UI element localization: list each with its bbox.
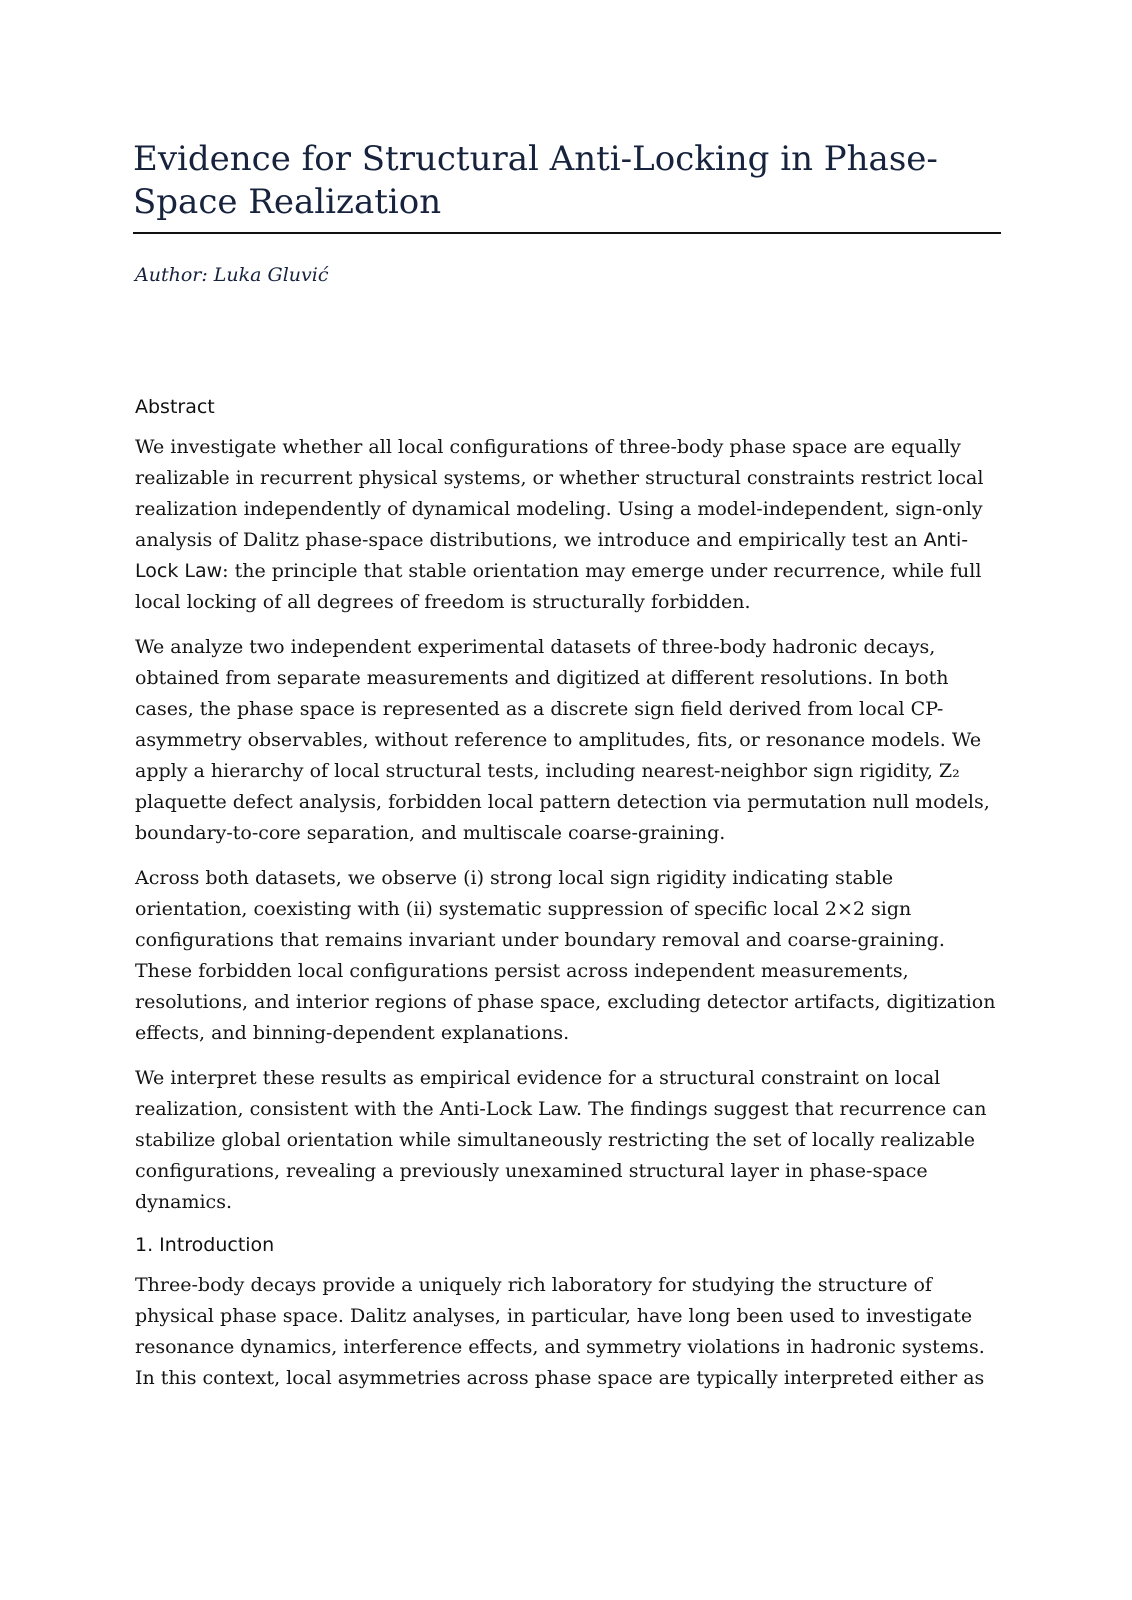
abstract-paragraph-1 bbox=[135, 432, 1003, 618]
abstract-heading: Abstract bbox=[135, 396, 215, 418]
paper-title: Evidence for Structural Anti-Locking in Phase-Space Realization bbox=[133, 130, 1001, 234]
introduction-heading: 1. Introduction bbox=[135, 1234, 275, 1256]
abstract-p1-text-cont: : the principle that stable orientation may emerge under recurrence, while full local locking of all degrees of freedom is structurally forbidden. bbox=[135, 560, 982, 613]
abstract-paragraph-2: We analyze two independent experimental datasets of three-body hadronic decays, obtained from separate measurements and digitized at different resolutions. In both cases, the phase space is represented as a discrete sign field derived from local CP-asymmetry observables, without reference to amplitudes, fits, or resonance models. We apply a hierarchy of local structural tests, including nearest-neighbor sign rigidity, Z₂ plaquette defect analysis, forbidden local pattern detection via permutation null models, boundary-to-core separation, and multiscale coarse-graining. bbox=[135, 636, 990, 844]
anti-lock-law-term: Anti-Lock Law bbox=[135, 529, 969, 582]
paper-page bbox=[135, 130, 1003, 1408]
abstract-paragraph-3: Across both datasets, we observe (i) strong local sign rigidity indicating stable orientation, coexisting with (ii) systematic suppression of specific local 2×2 sign configurations that remains invariant under boundary removal and coarse-graining. These forbidden local configurations persist across independent measurements, resolutions, and interior regions of phase space, excluding detector artifacts, digitization effects, and binning-dependent explanations. bbox=[135, 867, 996, 1044]
author-line: Author: Luka Gluvić bbox=[135, 264, 329, 286]
abstract-paragraph-4: We interpret these results as empirical evidence for a structural constraint on local realization, consistent with the Anti-Lock Law. The findings suggest that recurrence can stabilize global orientation while simultaneously restricting the set of locally realizable configurations, revealing a previously unexamined structural layer in phase-space dynamics. bbox=[135, 1067, 987, 1213]
introduction-paragraph-1: Three-body decays provide a uniquely rich laboratory for studying the structure of physical phase space. Dalitz analyses, in particular, have long been used to investigate resonance dynamics, interference effects, and symmetry violations in hadronic systems. In this context, local asymmetries across phase space are typically interpreted either as bbox=[135, 1274, 985, 1389]
abstract-p1-text: We investigate whether all local configurations of three-body phase space are equally realizable in recurrent physical systems, or whether structural constraints restrict local realization independently of dynamical modeling. Using a model-independent, sign-only analysis of Dalitz phase-space distributions, we introduce and empirically test an bbox=[135, 436, 984, 551]
